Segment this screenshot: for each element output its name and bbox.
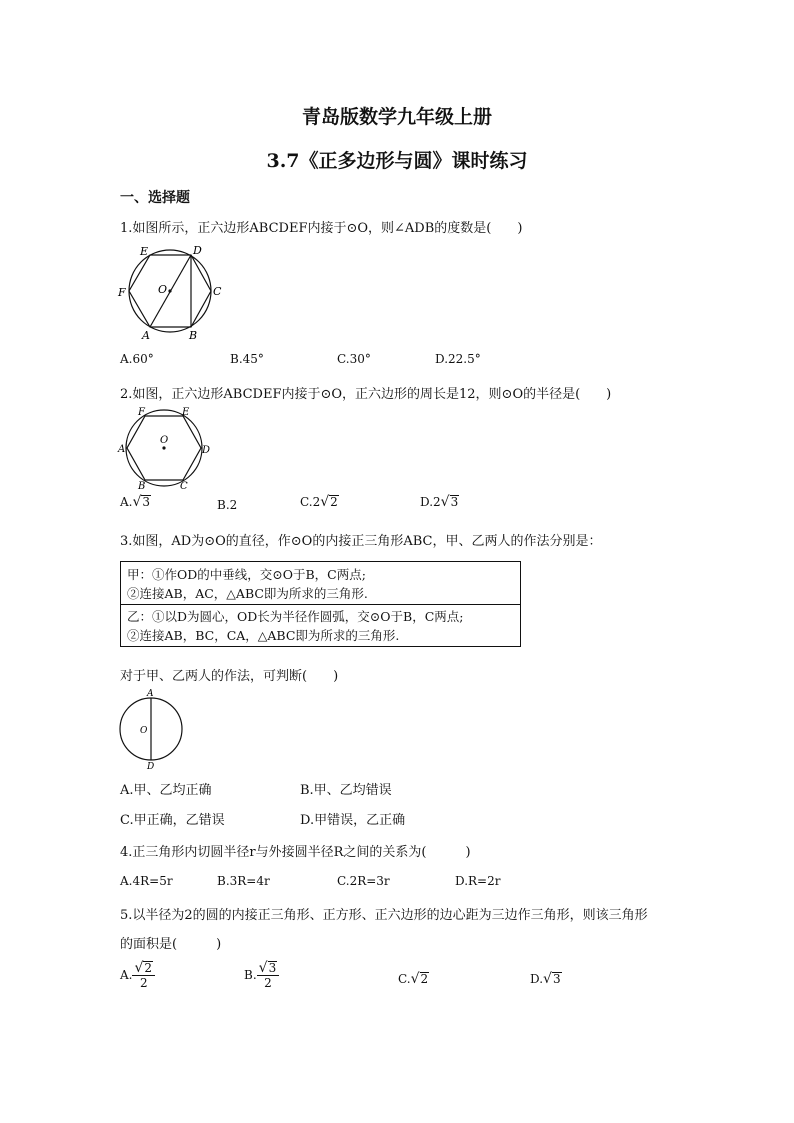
label-O: O <box>158 283 168 296</box>
label-O: O <box>160 435 169 446</box>
label-E: E <box>140 245 149 258</box>
method-jia-step-1: 甲：①作OD的中垂线，交⊙O于B，C两点; <box>127 567 366 582</box>
document-subtitle: 3.7《正多边形与圆》课时练习 <box>266 150 528 172</box>
question-1-text: 1.如图所示，正六边形ABCDEF内接于⊙O，则∠ADB的度数是( ) <box>120 221 523 236</box>
q5-option-a: A. √ 2 2 <box>120 961 155 990</box>
q2-option-b: B.2 <box>217 498 238 512</box>
label-E: E <box>182 407 190 418</box>
box-divider <box>121 604 520 605</box>
method-comparison-box <box>120 561 521 647</box>
q1-option-a: A.60° <box>120 352 154 366</box>
question-5-text-line-2: 的面积是( ) <box>120 937 222 952</box>
label-B: B <box>138 481 146 491</box>
section-heading: 一、选择题 <box>120 190 190 206</box>
label-D: D <box>193 244 202 257</box>
method-jia-step-2: ②连接AB，AC，△ABC即为所求的三角形. <box>127 586 368 601</box>
q5-option-c: C. √ 2 <box>398 971 429 987</box>
question-1-figure <box>116 243 226 341</box>
question-4-text: 4.正三角形内切圆半径r与外接圆半径R之间的关系为( ) <box>120 845 471 860</box>
label-C: C <box>213 285 222 298</box>
document-title: 青岛版数学九年级上册 <box>301 106 492 128</box>
q3-option-b: B.甲、乙均错误 <box>300 783 392 798</box>
label-B: B <box>189 329 198 341</box>
question-2-text: 2.如图，正六边形ABCDEF内接于⊙O，正六边形的周长是12，则⊙O的半径是( ) <box>120 387 612 402</box>
q3-option-d: D.甲错误，乙正确 <box>300 813 406 828</box>
q1-option-d: D.22.5° <box>435 352 481 366</box>
q4-option-d: D.R=2r <box>455 874 501 888</box>
q3-option-a: A.甲、乙均正确 <box>120 783 212 798</box>
label-D: D <box>202 445 211 456</box>
question-2-figure <box>116 405 212 491</box>
question-5-text-line-1: 5.以半径为2的圆的内接正三角形、正方形、正六边形的边心距为三边作三角形，则该三角形 <box>120 908 648 923</box>
q2-option-c: C.2 √ 2 <box>300 494 338 510</box>
q1-option-b: B.45° <box>230 352 264 366</box>
label-F: F <box>138 407 145 418</box>
q2-option-a: A. √ 3 <box>120 494 151 510</box>
q1-option-c: C.30° <box>337 352 371 366</box>
method-yi-step-2: ②连接AB，BC，CA，△ABC即为所求的三角形. <box>127 628 400 643</box>
q4-option-c: C.2R=3r <box>337 874 390 888</box>
label-A: A <box>142 329 150 341</box>
question-3-prompt: 对于甲、乙两人的作法，可判断( ) <box>120 669 339 684</box>
label-F: F <box>118 286 126 299</box>
q4-option-b: B.3R=4r <box>217 874 270 888</box>
label-A: A <box>118 444 126 455</box>
q3-option-c: C.甲正确，乙错误 <box>120 813 225 828</box>
question-3-text: 3.如图，AD为⊙O的直径，作⊙O的内接正三角形ABC，甲、乙两人的作法分别是： <box>120 534 602 549</box>
label-A: A <box>147 689 154 699</box>
q4-option-a: A.4R=5r <box>120 874 173 888</box>
q5-option-b: B. √ 3 2 <box>244 961 279 990</box>
question-3-figure <box>114 688 188 770</box>
q5-option-d: D. √ 3 <box>530 971 561 987</box>
method-yi-step-1: 乙：①以D为圆心，OD长为半径作圆弧，交⊙O于B，C两点; <box>127 609 464 624</box>
label-C: C <box>180 481 188 491</box>
q2-option-d: D.2 √ 3 <box>420 494 459 510</box>
label-O: O <box>140 726 148 736</box>
label-D: D <box>147 762 155 770</box>
